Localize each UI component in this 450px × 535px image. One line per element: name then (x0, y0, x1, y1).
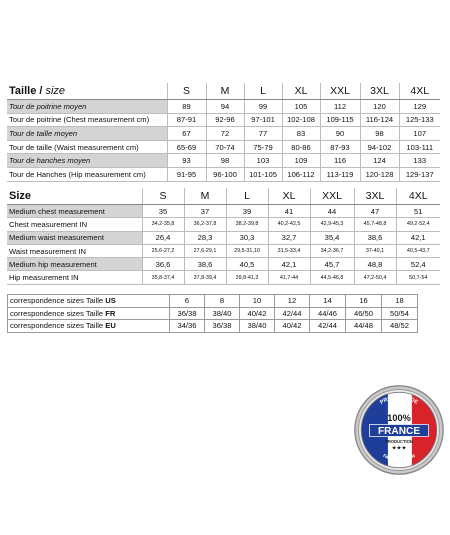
table2-cell: 35,4 (310, 231, 354, 244)
table2-cell: 37 (184, 205, 226, 218)
table3-row-prefix: correspondence sizes Taille (10, 321, 104, 331)
table3-cell: 16 (346, 295, 382, 308)
table3-cell: 48/52 (382, 320, 418, 333)
table1-cell: 105 (282, 100, 320, 114)
table2-cell: 34,2-36,7 (310, 244, 354, 257)
table2-cell: 27,6-29,1 (184, 244, 226, 257)
table1-cell: 93 (167, 154, 206, 168)
size-table-cm (7, 83, 440, 182)
table2-row-label: Waist measurement IN (7, 244, 142, 257)
table2-cell: 40,2-42,5 (268, 218, 310, 231)
table1-cell: 87-91 (167, 113, 206, 127)
table2-cell: 51 (396, 205, 440, 218)
table1-cell: 77 (244, 127, 282, 141)
table2-row (7, 258, 440, 271)
table2-size-header: L (226, 188, 268, 205)
table1-cell: 107 (399, 127, 440, 141)
table2-cell: 38,6 (354, 231, 396, 244)
table1-cell: 99 (244, 100, 282, 114)
table1-size-header: M (206, 83, 244, 100)
table2-cell: 38,6 (184, 258, 226, 271)
table1-title (7, 83, 167, 100)
table3-cell: 44/46 (310, 307, 346, 320)
table1-size-header: XL (282, 83, 320, 100)
table1-row (7, 113, 440, 127)
table1-cell: 103 (244, 154, 282, 168)
table2-cell: 37,8-39,4 (184, 271, 226, 284)
table1-cell: 106-112 (282, 167, 320, 181)
table2-cell: 35 (142, 205, 184, 218)
table1-cell: 116 (320, 154, 360, 168)
size-correspondence-table (7, 294, 418, 333)
table3-cell: 10 (240, 295, 275, 308)
table2-cell: 32,7 (268, 231, 310, 244)
table3-cell: 38/40 (205, 307, 240, 320)
table1-row (7, 140, 440, 154)
table3-row-label (8, 295, 170, 308)
table3-row-code: EU (105, 321, 116, 331)
table3-row-prefix: correspondence sizes Taille (10, 296, 104, 306)
table2-cell: 26,4 (142, 231, 184, 244)
table1-size-header: S (167, 83, 206, 100)
table1-cell: 129 (399, 100, 440, 114)
table2-cell: 30,3 (226, 231, 268, 244)
table1-row-label: Tour de Hanches (Hip measurement cm) (7, 167, 167, 181)
table2-size-header: XXL (310, 188, 354, 205)
table1-cell: 83 (282, 127, 320, 141)
table3-cell: 12 (275, 295, 310, 308)
table1-cell: 80-86 (282, 140, 320, 154)
table2-cell: 45,7-48,8 (354, 218, 396, 231)
table1-header-row (7, 83, 440, 100)
table2-cell: 49,2-52,4 (396, 218, 440, 231)
table1-row (7, 127, 440, 141)
table1-size-header: 3XL (360, 83, 399, 100)
table2-header-row (7, 188, 440, 205)
table2-cell: 50,7-54 (396, 271, 440, 284)
table1-row-label: Tour de poitrine (Chest measurement cm) (7, 113, 167, 127)
table3-row (8, 320, 418, 333)
table3-cell: 6 (170, 295, 205, 308)
table1-cell: 67 (167, 127, 206, 141)
table3-cell: 40/42 (240, 307, 275, 320)
table1-row-label: Tour de poitrine moyen (7, 100, 167, 114)
table1-cell: 94 (206, 100, 244, 114)
table1-cell: 113-119 (320, 167, 360, 181)
table1-cell: 97-101 (244, 113, 282, 127)
table3-cell: 18 (382, 295, 418, 308)
table1-size-header: XXL (320, 83, 360, 100)
table2-cell: 52,4 (396, 258, 440, 271)
table1-cell: 90 (320, 127, 360, 141)
table2-row (7, 244, 440, 257)
table3-cell: 38/40 (240, 320, 275, 333)
table1-title-italic: size (45, 85, 66, 97)
table3-row-code: US (105, 296, 116, 306)
table1-row-label: Tour de hanches moyen (7, 154, 167, 168)
seal-sub-text: PRODUCTION (385, 438, 413, 444)
table2-cell: 36,2-37,8 (184, 218, 226, 231)
table1-cell: 89 (167, 100, 206, 114)
table2-title: Size (7, 188, 142, 205)
table3-cell: 40/42 (275, 320, 310, 333)
table2-row (7, 231, 440, 244)
table2-cell: 31,5-33,4 (268, 244, 310, 257)
table1-cell: 72 (206, 127, 244, 141)
table2-cell: 47,2-50,4 (354, 271, 396, 284)
table2-cell: 44 (310, 205, 354, 218)
seal-top-text: PRODUITS DE (379, 394, 419, 406)
table2-cell: 36,6 (142, 258, 184, 271)
table2-row-label: Medium chest measurement (7, 205, 142, 218)
table1-cell: 75-79 (244, 140, 282, 154)
table2-cell: 47 (354, 205, 396, 218)
size-table-in (7, 188, 440, 285)
table2-cell: 39 (226, 205, 268, 218)
table2-row (7, 218, 440, 231)
table1-cell: 92-96 (206, 113, 244, 127)
table1-cell: 98 (360, 127, 399, 141)
table2-cell: 35,8-37,4 (142, 271, 184, 284)
table3-cell: 44/48 (346, 320, 382, 333)
table2-row (7, 271, 440, 284)
table2-size-header: 3XL (354, 188, 396, 205)
table2-cell: 48,8 (354, 258, 396, 271)
table1-row-label: Tour de taille moyen (7, 127, 167, 141)
table2-size-header: M (184, 188, 226, 205)
table2-row-label: Hip measurement IN (7, 271, 142, 284)
table1-cell: 103-111 (399, 140, 440, 154)
table1-cell: 96-100 (206, 167, 244, 181)
table3-cell: 8 (205, 295, 240, 308)
table1-title-bold: Taille / (9, 85, 43, 97)
table3-row (8, 307, 418, 320)
table1-row (7, 154, 440, 168)
table2-cell: 29,5-31,10 (226, 244, 268, 257)
table3-row-code: FR (105, 308, 116, 318)
table1-cell: 94-102 (360, 140, 399, 154)
table3-cell: 50/54 (382, 307, 418, 320)
table1-cell: 102-108 (282, 113, 320, 127)
table3-cell: 36/38 (170, 307, 205, 320)
table2-cell: 25,6-27,2 (142, 244, 184, 257)
table3-row (8, 295, 418, 308)
table2-row-label: Medium hip measurement (7, 258, 142, 271)
table3-cell: 42/44 (310, 320, 346, 333)
table1-cell: 133 (399, 154, 440, 168)
table2-cell: 39,8-41,3 (226, 271, 268, 284)
table3-row-prefix: correspondence sizes Taille (10, 308, 104, 318)
table1-cell: 109 (282, 154, 320, 168)
table1-row (7, 167, 440, 181)
table2-size-header: S (142, 188, 184, 205)
table1-cell: 120 (360, 100, 399, 114)
table1-cell: 125-133 (399, 113, 440, 127)
table2-cell: 42,9-45,3 (310, 218, 354, 231)
table2-cell: 42,1 (268, 258, 310, 271)
table1-size-header: 4XL (399, 83, 440, 100)
table3-cell: 46/50 (346, 307, 382, 320)
table1-cell: 65-69 (167, 140, 206, 154)
seal-bottom-text: FAIT A LA MAIN (382, 452, 416, 463)
table1-cell: 70-74 (206, 140, 244, 154)
table2-row-label: Chest measurement IN (7, 218, 142, 231)
table1-cell: 91-95 (167, 167, 206, 181)
table1-cell: 124 (360, 154, 399, 168)
table2-row (7, 205, 440, 218)
table3-cell: 42/44 (275, 307, 310, 320)
table2-row-label: Medium waist measurement (7, 231, 142, 244)
table1-cell: 120-128 (360, 167, 399, 181)
table2-cell: 44,5-46,8 (310, 271, 354, 284)
table3-row-label (8, 307, 170, 320)
table3-cell: 14 (310, 295, 346, 308)
table1-cell: 87-93 (320, 140, 360, 154)
table1-cell: 101-105 (244, 167, 282, 181)
seal-stars-icon: ★★★ (391, 445, 407, 452)
table2-cell: 42,1 (396, 231, 440, 244)
table1-size-header: L (244, 83, 282, 100)
seal-percent: 100% (387, 412, 411, 423)
table2-cell: 41 (268, 205, 310, 218)
table2-cell: 45,7 (310, 258, 354, 271)
table1-row (7, 100, 440, 114)
table2-cell: 37-40,1 (354, 244, 396, 257)
france-seal-logo (353, 384, 445, 476)
table2-size-header: 4XL (396, 188, 440, 205)
table1-row-label: Tour de taille (Waist measurement cm) (7, 140, 167, 154)
table2-cell: 28,3 (184, 231, 226, 244)
table3-cell: 34/36 (170, 320, 205, 333)
table1-cell: 112 (320, 100, 360, 114)
table2-cell: 34,2-35,8 (142, 218, 184, 231)
table2-cell: 41,7-44 (268, 271, 310, 284)
table2-cell: 40,5 (226, 258, 268, 271)
seal-main-text: FRANCE (377, 426, 421, 438)
table2-cell: 38,2-39,8 (226, 218, 268, 231)
table1-cell: 116-124 (360, 113, 399, 127)
table1-cell: 129-137 (399, 167, 440, 181)
table1-cell: 109-115 (320, 113, 360, 127)
table3-row-label (8, 320, 170, 333)
table2-cell: 40,5-43,7 (396, 244, 440, 257)
table3-cell: 36/38 (205, 320, 240, 333)
table1-cell: 98 (206, 154, 244, 168)
table2-size-header: XL (268, 188, 310, 205)
